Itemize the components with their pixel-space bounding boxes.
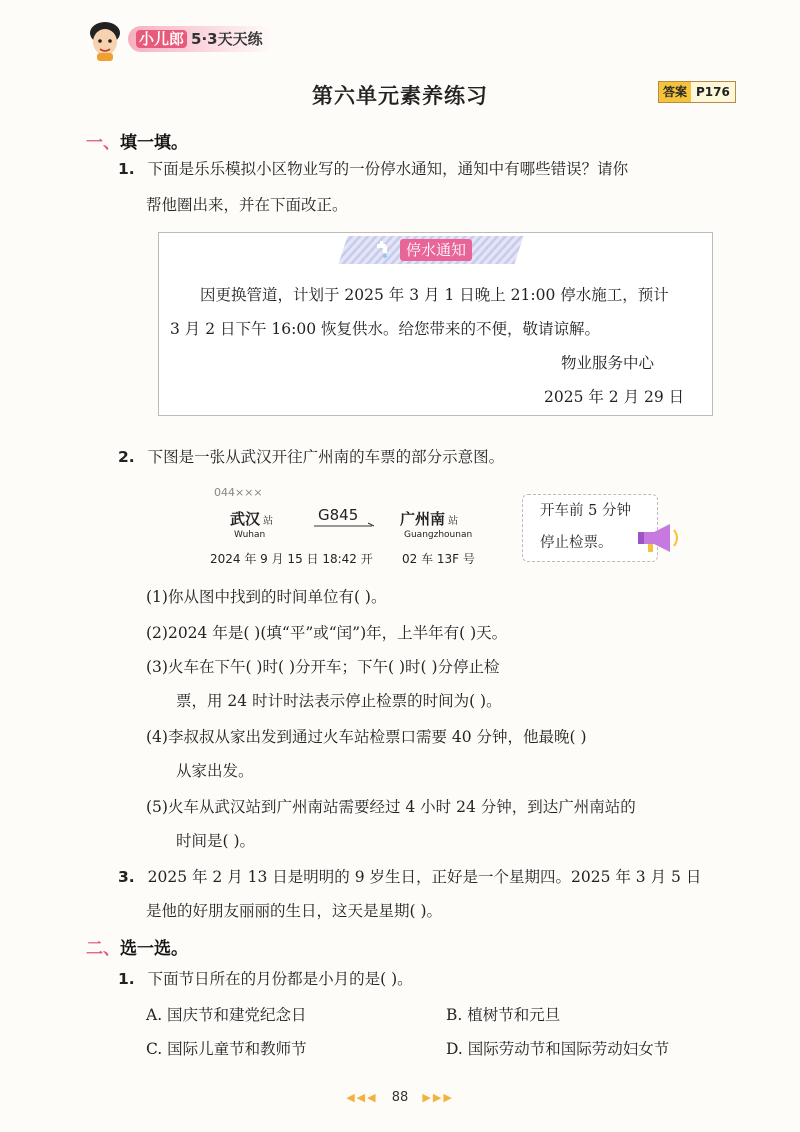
footer-arrows-left: ◀◀◀ [346,1091,378,1104]
q2-sub5-line1: (5)火车从武汉站到广州南站需要经过 4 小时 24 分钟，到达广州南站的 [146,798,636,816]
notice-heading: 停水通知 [400,239,472,261]
notice-body-line2: 3 月 2 日下午 16:00 恢复供水。给您带来的不便，敬请谅解。 [170,320,601,338]
ticket-to-station: 广州南 [400,510,446,528]
ticket-datetime: 2024 年 9 月 15 日 18:42 开 [210,552,373,566]
q2-line [118,446,504,468]
page-title: 第六单元素养练习 [312,84,488,108]
ticket-from [230,508,273,529]
brand-banner [128,26,273,52]
section2-heading [86,934,188,959]
q3-text-line2: 是他的好朋友丽丽的生日，这天是星期( )。 [146,902,443,920]
mascot-logo-icon [86,20,124,62]
megaphone-icon [636,520,684,556]
q2-sub4-line2: 从家出发。 [176,762,254,780]
footer-arrows-right: ▶▶▶ [422,1091,454,1104]
section2-number: 二、 [86,939,120,959]
q1-line1 [118,158,628,180]
ticket-to-suffix: 站 [448,516,459,527]
section2-label: 选一选。 [120,939,188,959]
notice-date: 2025 年 2 月 29 日 [544,388,685,406]
s2q1-line [118,968,413,990]
section1-label: 填一填。 [120,133,188,153]
ticket-seat: 02 车 13F 号 [402,552,475,566]
q3-number: 3. [118,868,135,886]
faucet-icon [374,240,394,260]
q1-text-line1: 下面是乐乐模拟小区物业写的一份停水通知，通知中有哪些错误？请你 [147,160,629,178]
ticket-arrow-icon [314,522,378,530]
notice-signer: 物业服务中心 [561,354,655,372]
notice-body-line1: 因更换管道，计划于 2025 年 3 月 1 日晚上 21:00 停水施工，预计 [200,286,669,304]
section1-heading [86,128,188,153]
ticket-serial: 044××× [214,486,263,499]
bubble-line2: 停止检票。 [540,535,613,551]
brand-main: 小儿郎 [136,30,187,48]
answer-page: P176 [696,85,730,99]
brand-sub: 5·3天天练 [191,30,263,48]
q2-sub2: (2)2024 年是( )(填“平”或“闰”)年，上半年有( )天。 [146,624,508,642]
q2-sub1: (1)你从图中找到的时间单位有( )。 [146,588,387,606]
option-d: D. 国际劳动节和国际劳动妇女节 [446,1040,670,1058]
s2q1-text: 下面节日所在的月份都是小月的是( )。 [147,970,413,988]
q1-number: 1. [118,160,135,178]
ticket-to-pinyin: Guangzhounan [404,530,473,540]
ticket-from-pinyin: Wuhan [234,530,266,540]
section1-number: 一、 [86,133,120,153]
q2-sub4-line1: (4)李叔叔从家出发到通过火车站检票口需要 40 分钟，他最晚( ) [146,728,587,746]
option-a: A. 国庆节和建党纪念日 [146,1006,307,1024]
option-b: B. 植树节和元旦 [446,1006,561,1024]
q2-number: 2. [118,448,135,466]
ticket-from-suffix: 站 [263,516,274,527]
answer-label: 答案 [659,82,691,102]
ticket-train-number: G845 [318,506,359,524]
page-number: 88 [391,1090,409,1105]
q3-text-line1: 2025 年 2 月 13 日是明明的 9 岁生日，正好是一个星期四。2025 年 3 月 5 日 [147,868,702,886]
answer-reference-badge [658,81,736,103]
q2-sub3-line1: (3)火车在下午( )时( )分开车；下午( )时( )分停止检 [146,658,500,676]
q2-text: 下图是一张从武汉开往广州南的车票的部分示意图。 [147,448,505,466]
q2-sub3-line2: 票，用 24 时计时法表示停止检票的时间为( )。 [176,692,502,710]
bubble-line1: 开车前 5 分钟 [540,503,631,519]
page-footer [0,1090,800,1105]
q1-text-line2: 帮他圈出来，并在下面改正。 [146,196,348,214]
option-c: C. 国际儿童节和教师节 [146,1040,307,1058]
q3-line1 [118,866,701,888]
s2q1-number: 1. [118,970,135,988]
q2-sub5-line2: 时间是( )。 [176,832,256,850]
ticket-from-station: 武汉 [230,510,261,528]
ticket-to [400,508,458,529]
